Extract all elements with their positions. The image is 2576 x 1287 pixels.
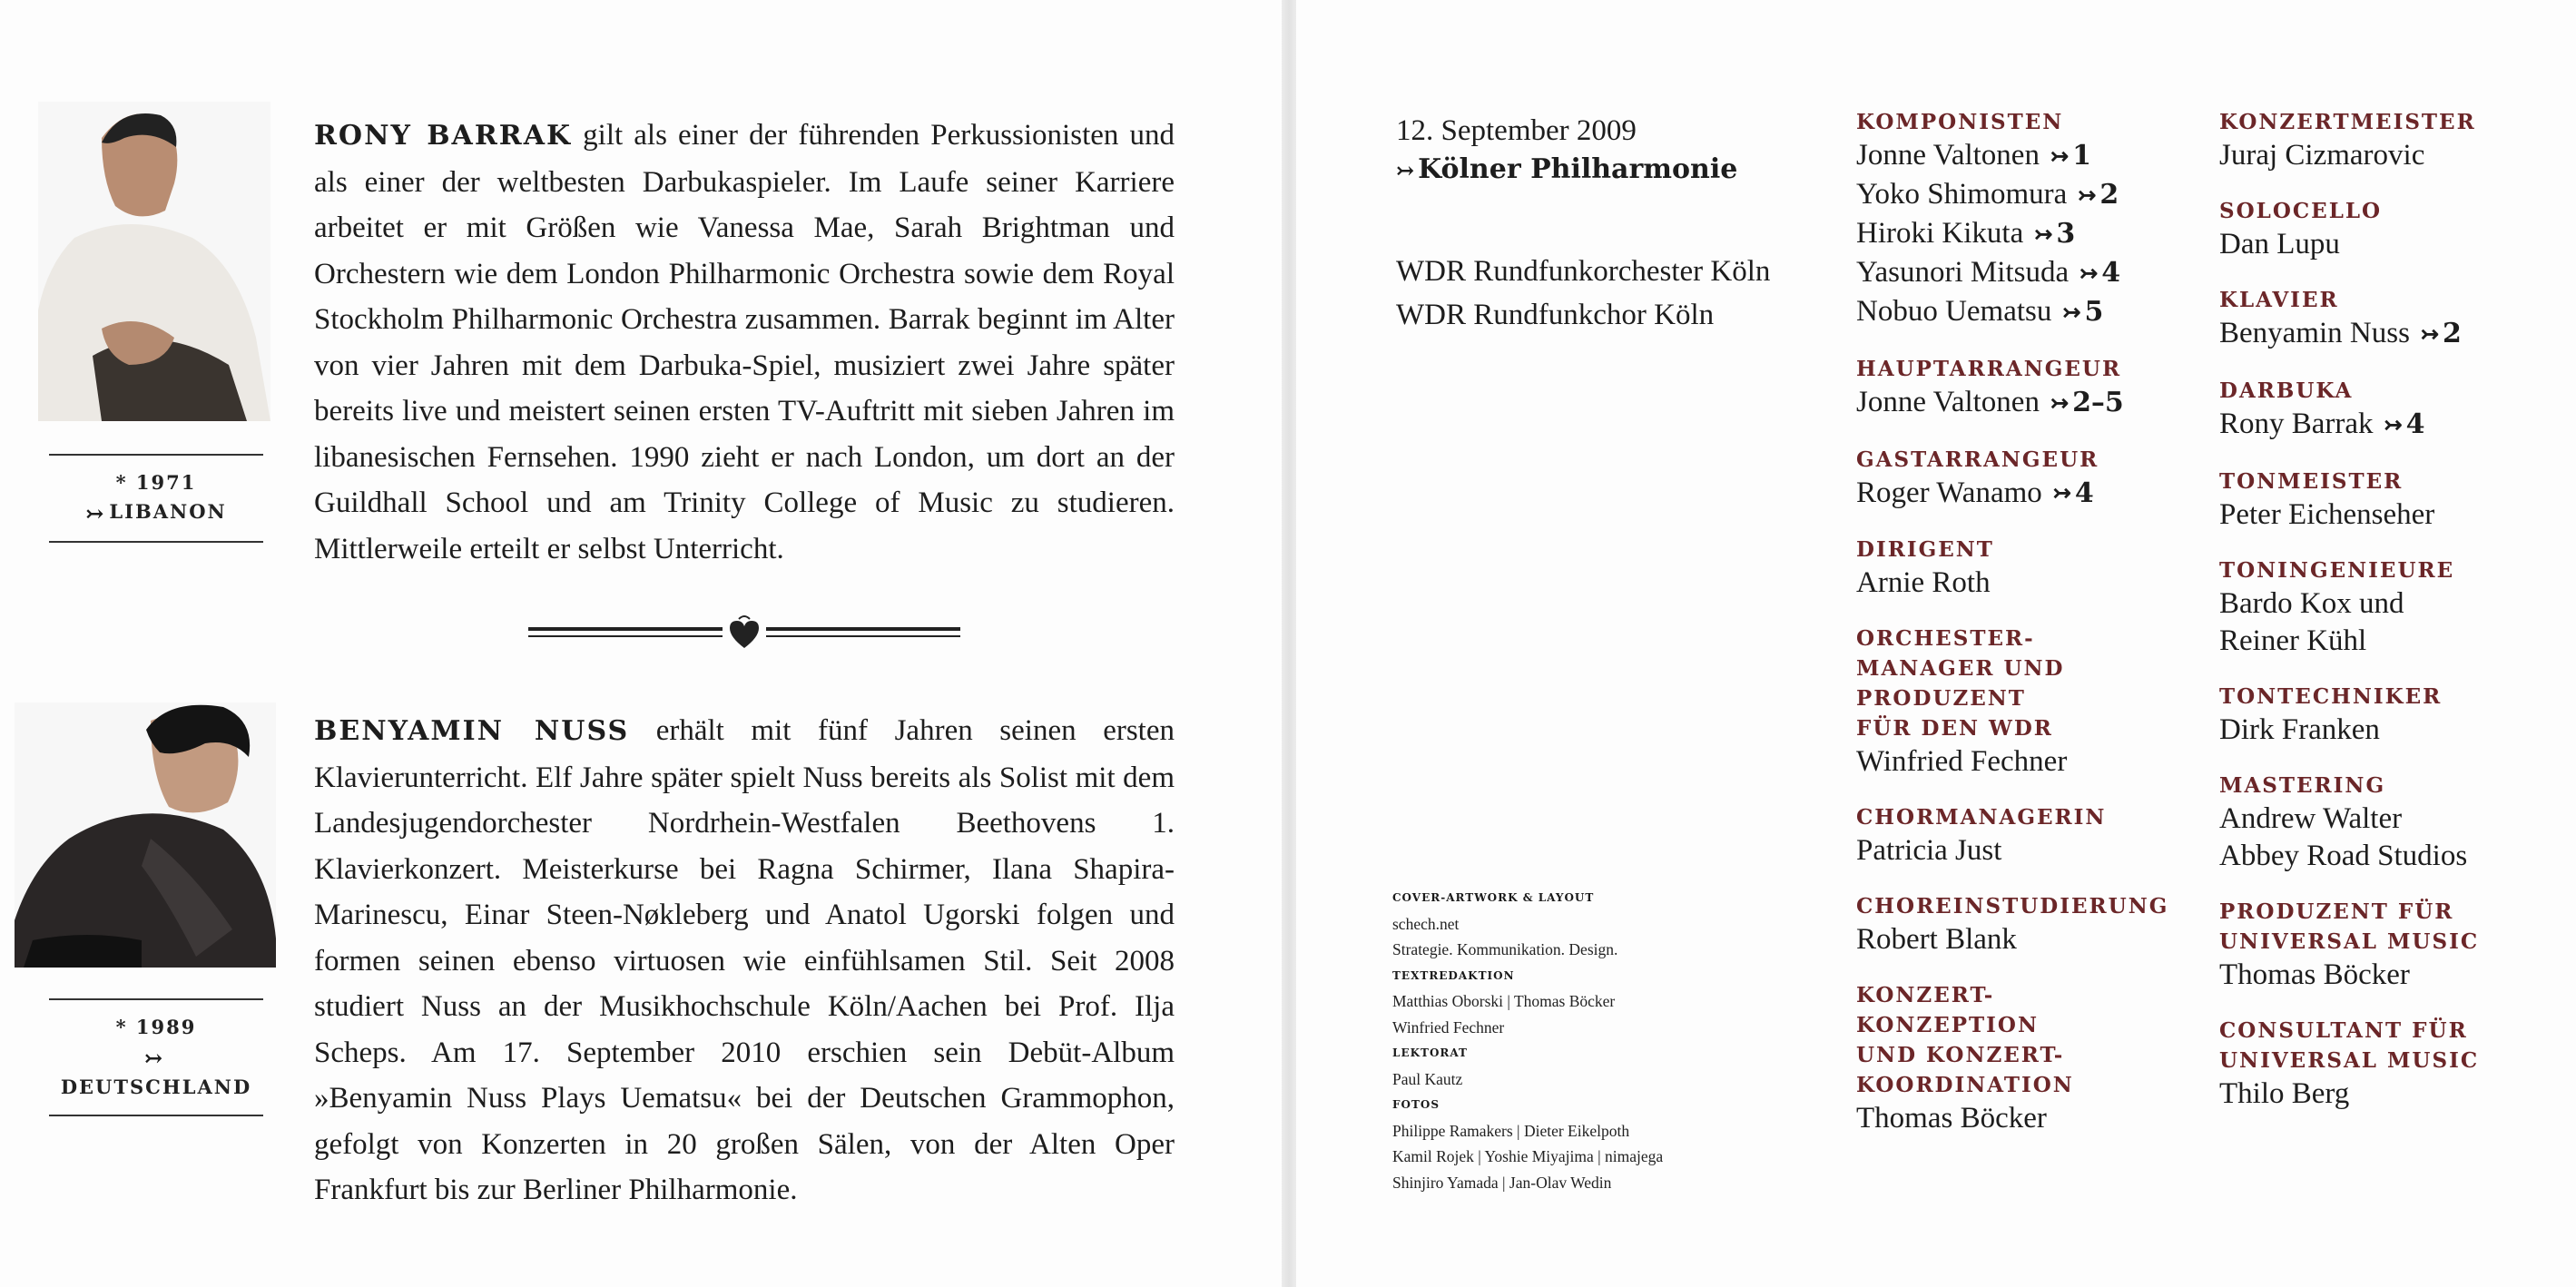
role-name xyxy=(1856,832,2165,869)
credit-line: Paul Kautz xyxy=(1392,1069,1463,1088)
person-name: Arnie Roth xyxy=(1856,566,1991,600)
role-title-line: SOLOCELLO xyxy=(2219,199,2383,223)
role-title xyxy=(2219,1016,2528,1076)
role-title-line: HAUPTARRANGEUR xyxy=(1856,356,2122,381)
role-name xyxy=(2219,137,2528,174)
role-title xyxy=(2219,555,2528,585)
credit-line: Strategie. Kommunikation. Design. xyxy=(1392,940,1618,958)
role-title-line: FÜR DEN WDR xyxy=(1856,716,2053,742)
role-title-line: DIRIGENT xyxy=(1856,537,1994,563)
credit-role xyxy=(1856,535,2165,602)
role-title xyxy=(1856,624,2165,743)
divider xyxy=(49,541,263,543)
birth-year: * 1971 xyxy=(115,471,197,494)
credit-role xyxy=(1856,354,2165,423)
ensembles xyxy=(1396,250,1770,337)
heart-ornament-icon xyxy=(528,614,960,653)
role-title-line: CONSULTANT FÜR xyxy=(2219,1017,2468,1043)
role-title xyxy=(2219,682,2528,712)
person-name: Rony Barrak xyxy=(2219,407,2374,440)
role-name xyxy=(1856,293,2165,332)
credit-role xyxy=(1856,980,2165,1137)
role-name xyxy=(2219,801,2528,838)
role-name xyxy=(1856,137,2165,176)
track-reference: 2–5 xyxy=(2072,386,2124,418)
role-title-line: KONZEPTION xyxy=(1856,1013,2039,1038)
arrow-right-icon: ↣ xyxy=(2079,261,2099,286)
credit-line: Kamil Rojek | Yoshie Miyajima | nimajega xyxy=(1392,1147,1664,1165)
bio-text: erhält mit fünf Jahren seinen ersten Klavierunterricht. Elf Jahre später spielt Nuss bereits als Solist mit dem Landesjugendorchester Nordrhein-Westfalen Beethovens 1. Klavierkonzert. Meisterkurse bei Ragna Schirmer, Ilana Shapira-Marinescu, Einar Steen-Nøkleberg und Anatol Ugorski folgen und formen seinen ebenso virtuosen wie einfühlsamen Stil. Seit 2008 studiert Nuss an der Musikhochschule Köln/Aachen bei Prof. Ilja Scheps. Am 17. September 2010 erschien sein Debüt-Album »Benyamin Nuss Plays Uematsu« bei der Deutschen Grammophon, gefolgt von Konzerten in 20 großen Sälen, von der Alten Oper Frankfurt bis zur Berliner Philharmonie. xyxy=(314,714,1175,1206)
role-title-line: MANAGER UND xyxy=(1856,656,2065,682)
role-title-line: UNIVERSAL MUSIC xyxy=(2219,928,2480,954)
benyamin-nuss-photo xyxy=(15,702,276,968)
rony-barrak-bio xyxy=(314,113,1175,572)
role-title-line: KLAVIER xyxy=(2219,288,2339,312)
person-name: Juraj Cizmarovic xyxy=(2219,139,2425,172)
role-name xyxy=(1856,254,2165,293)
credit-role xyxy=(1856,445,2165,514)
credit-role xyxy=(2219,107,2528,174)
credit-role xyxy=(2219,555,2528,660)
credit-line: schech.net xyxy=(1392,914,1460,933)
role-title xyxy=(2219,196,2528,226)
track-reference: 4 xyxy=(2074,476,2094,509)
role-title xyxy=(1856,802,2165,832)
role-name xyxy=(2219,957,2528,994)
role-name xyxy=(2219,315,2528,354)
role-name xyxy=(2219,226,2528,263)
person-name: Bardo Kox und xyxy=(2219,586,2404,620)
role-title-line: TONINGENIEURE xyxy=(2219,557,2455,583)
rony-barrak-photo xyxy=(38,102,270,421)
arrow-right-icon: ↣ xyxy=(1396,157,1415,183)
role-name xyxy=(2219,1076,2528,1113)
role-name xyxy=(2219,406,2528,445)
track-reference: 5 xyxy=(2084,295,2104,328)
person-name: Robert Blank xyxy=(1856,923,2017,957)
track-reference: 1 xyxy=(2072,140,2091,172)
credit-role xyxy=(2219,285,2528,354)
role-title xyxy=(1856,354,2165,384)
role-title-line: UNIVERSAL MUSIC xyxy=(2219,1047,2480,1073)
person-name: Peter Eichenseher xyxy=(2219,497,2435,531)
credits-column-3 xyxy=(2219,107,2528,1135)
credits-column-2 xyxy=(1856,107,2169,1159)
credit-heading: TEXTREDAKTION xyxy=(1392,968,1515,982)
role-title-line: TONMEISTER xyxy=(2219,468,2404,494)
track-reference: 3 xyxy=(2056,217,2076,250)
origin: ↣DEUTSCHLAND xyxy=(60,1044,252,1098)
role-title-line: PRODUZENT xyxy=(1856,686,2026,712)
role-title-line: KOMPONISTEN xyxy=(1856,110,2064,134)
role-title xyxy=(2219,771,2528,801)
arrow-right-icon: ↣ xyxy=(2052,482,2071,506)
role-title xyxy=(1856,980,2165,1100)
credit-line: Winfried Fechner xyxy=(1392,1017,1505,1036)
person-name: Thilo Berg xyxy=(2219,1076,2350,1110)
credit-heading: FOTOS xyxy=(1392,1098,1440,1111)
role-name xyxy=(1856,384,2165,423)
role-name xyxy=(1856,1100,2165,1137)
role-title-line: CHORMANAGERIN xyxy=(1856,805,2107,830)
arrow-right-icon: ↣ xyxy=(2050,391,2070,416)
credit-role xyxy=(1856,802,2165,869)
role-name xyxy=(1856,176,2165,215)
person-name: Thomas Böcker xyxy=(2219,958,2410,991)
role-name xyxy=(2219,623,2528,660)
credit-line: Matthias Oborski | Thomas Böcker xyxy=(1392,992,1616,1010)
person-name: Jonne Valtonen xyxy=(1856,385,2040,418)
credit-heading: COVER-ARTWORK & LAYOUT xyxy=(1392,891,1595,904)
ensemble-choir: WDR Rundfunkchor Köln xyxy=(1396,299,1715,331)
role-title xyxy=(1856,891,2169,921)
role-name xyxy=(2219,496,2528,534)
credit-role xyxy=(2219,771,2528,875)
arrow-right-icon: ↣ xyxy=(143,1044,165,1071)
person-name: Dirk Franken xyxy=(2219,712,2380,746)
role-title xyxy=(1856,535,2165,565)
person-name: Jonne Valtonen xyxy=(1856,139,2040,172)
role-name xyxy=(1856,565,2165,602)
credit-role xyxy=(1856,107,2165,332)
role-title-line: KONZERT- xyxy=(1856,983,1995,1008)
credit-role xyxy=(2219,376,2528,445)
role-title xyxy=(1856,445,2165,475)
benyamin-nuss-bio xyxy=(314,708,1175,1213)
bio-text: gilt als einer der führenden Perkussionisten und als einer der weltbesten Darbukaspieler. Im Laufe seiner Karriere arbeitet er mit Größen wie Vanessa Mae, Sarah Brightman und Orchestern wie dem London Philharmonic Orchestra sowie dem Royal Stockholm Philharmonic Orchestra zusammen. Barrak beginnt im Alter von vier Jahren mit dem Darbuka-Spiel, musiziert zwei Jahre später bereits live und meistert seinen ersten TV-Auftritt mit sieben Jahren im libanesischen Fernsehen. 1990 zieht er nach London, um dort an der Guildhall School und am Trinity College of Music zu studieren. Mittlerweile erteilt er selbst Unterricht. xyxy=(314,119,1175,565)
person-name: Thomas Böcker xyxy=(1856,1102,2047,1135)
role-name xyxy=(1856,475,2165,514)
ensemble-orchestra: WDR Rundfunkorchester Köln xyxy=(1396,255,1771,288)
person-name: Hiroki Kikuta xyxy=(1856,216,2024,250)
credit-role xyxy=(2219,1016,2528,1113)
person-name: Reiner Kühl xyxy=(2219,624,2367,657)
credit-line: Philippe Ramakers | Dieter Eikelpoth xyxy=(1392,1121,1630,1140)
person-name: Benyamin Nuss xyxy=(2219,317,2410,349)
role-name xyxy=(2219,712,2528,749)
person-name: Yoko Shimomura xyxy=(1856,177,2068,211)
role-title-line: UND KONZERT- xyxy=(1856,1043,2065,1068)
person-name: Dan Lupu xyxy=(2219,228,2340,260)
credit-line: Shinjiro Yamada | Jan-Olav Wedin xyxy=(1392,1173,1612,1192)
role-title-line: GASTARRANGEUR xyxy=(1856,447,2099,472)
person-name: Winfried Fechner xyxy=(1856,745,2068,779)
arrow-right-icon: ↣ xyxy=(2384,413,2403,437)
role-title xyxy=(1856,107,2165,137)
credit-role xyxy=(2219,196,2528,263)
track-reference: 2 xyxy=(2443,318,2462,349)
role-title-line: TONTECHNIKER xyxy=(2219,683,2443,709)
credit-role xyxy=(2219,467,2528,534)
track-reference: 4 xyxy=(2101,256,2121,289)
role-title-line: KOORDINATION xyxy=(1856,1073,2074,1098)
rony-barrak-meta xyxy=(49,454,263,543)
person-name: Patricia Just xyxy=(1856,834,2002,868)
event-venue: ↣ Kölner Philharmonie xyxy=(1396,151,1737,190)
bio-name: RONY BARRAK xyxy=(314,120,573,152)
role-title-line: PRODUZENT FÜR xyxy=(2219,899,2454,924)
role-name xyxy=(2219,585,2528,623)
track-reference: 4 xyxy=(2405,408,2425,440)
role-title xyxy=(2219,107,2528,137)
credit-role xyxy=(1856,624,2165,781)
event-info xyxy=(1396,111,1737,190)
book-gutter xyxy=(1282,0,1296,1287)
role-title-line: CHOREINSTUDIERUNG xyxy=(1856,894,2169,919)
person-name: Andrew Walter xyxy=(2219,801,2403,835)
event-date: 12. September 2009 xyxy=(1396,114,1637,147)
arrow-right-icon: ↣ xyxy=(2050,144,2070,169)
role-title-line: MASTERING xyxy=(2219,772,2386,798)
credit-role xyxy=(2219,897,2528,994)
role-title xyxy=(2219,376,2528,406)
person-name: Yasunori Mitsuda xyxy=(1856,255,2070,289)
role-name xyxy=(1856,743,2165,781)
arrow-right-icon: ↣ xyxy=(2062,300,2081,325)
arrow-right-icon: ↣ xyxy=(2078,183,2097,208)
person-name: Abbey Road Studios xyxy=(2219,839,2468,872)
credit-role xyxy=(2219,682,2528,749)
bio-name: BENYAMIN NUSS xyxy=(314,715,630,747)
birth-year: * 1989 xyxy=(115,1016,197,1038)
role-title-line: DARBUKA xyxy=(2219,378,2354,403)
role-title xyxy=(2219,285,2528,315)
arrow-right-icon: ↣ xyxy=(85,499,106,526)
production-credits xyxy=(1392,885,1774,1195)
role-title-line: KONZERTMEISTER xyxy=(2219,110,2476,134)
person-name: Roger Wanamo xyxy=(1856,476,2042,509)
arrow-right-icon: ↣ xyxy=(2034,222,2053,247)
role-name xyxy=(1856,921,2165,958)
benyamin-nuss-meta xyxy=(49,998,263,1116)
role-name xyxy=(2219,838,2528,875)
left-page xyxy=(0,0,1282,1287)
person-name: Nobuo Uematsu xyxy=(1856,294,2052,328)
role-title-line: ORCHESTER- xyxy=(1856,626,2035,652)
divider xyxy=(49,1115,263,1116)
track-reference: 2 xyxy=(2099,178,2119,211)
arrow-right-icon: ↣ xyxy=(2420,322,2440,347)
credit-role xyxy=(1856,891,2169,958)
role-title xyxy=(2219,467,2528,496)
origin: ↣ LIBANON xyxy=(85,499,227,526)
role-name xyxy=(1856,215,2165,254)
role-title xyxy=(2219,897,2528,957)
credit-heading: LEKTORAT xyxy=(1392,1046,1468,1059)
